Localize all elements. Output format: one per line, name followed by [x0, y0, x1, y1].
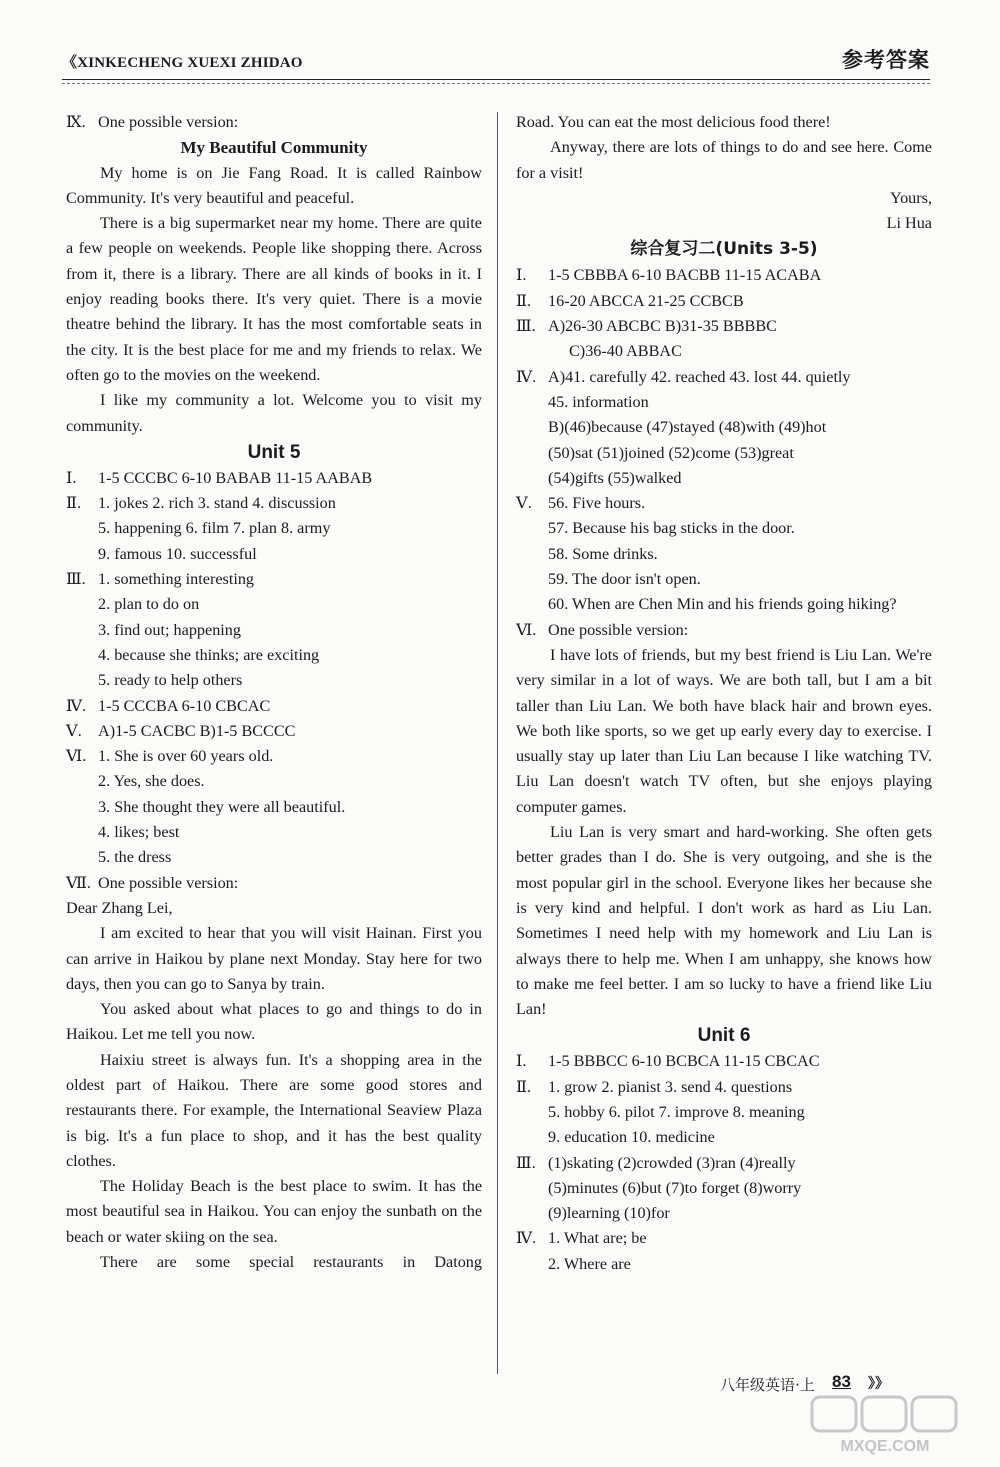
u6-section-iv: Ⅳ. 1. What are; be [516, 1229, 647, 1248]
u6-section-ii: Ⅱ. 1. grow 2. pianist 3. send 4. questions [516, 1077, 793, 1096]
header-rule-dashed [62, 83, 930, 84]
r-iv-line: (50)sat (51)joined (52)come (53)great [548, 443, 794, 462]
u5-section-vi: Ⅵ. 1. She is over 60 years old. [66, 747, 274, 766]
unit-5-heading: Unit 5 [247, 441, 301, 463]
letter-continuation: Road. You can eat the most delicious food there! [516, 113, 831, 131]
r-v-line: 58. Some drinks. [548, 544, 658, 563]
section-ix: Ⅸ. One possible version: [66, 113, 239, 131]
section-title: 参考答案 [842, 48, 930, 72]
r-section-v: Ⅴ. 56. Five hours. [516, 494, 646, 513]
page-number: 83 [832, 1372, 851, 1391]
essay-title: My Beautiful Community [180, 138, 368, 158]
header-rule [62, 79, 930, 80]
u5-section-vii: Ⅶ. One possible version: [66, 873, 239, 892]
r-v-line: 59. The door isn't open. [548, 570, 701, 589]
u6-section-iii: Ⅲ. (1)skating (2)crowded (3)ran (4)really [516, 1153, 796, 1172]
letter-paragraph: Haixiu street is always fun. It's a shopping area in the oldest part of Haikou. There are some good stores and restaurants there. For example, the International Seaview Plaza is big. It's a fun place to shop, and it has the best quality clothes. [66, 1050, 482, 1170]
letter-paragraph: I am excited to hear that you will visit Hainan. First you can arrive in Haikou by plane next Monday. Stay here for two days, then you can go to Sanya by train. [66, 924, 482, 993]
r-section-i: Ⅰ. 1-5 CBBBA 6-10 BACBB 11-15 ACABA [516, 266, 822, 285]
friend-essay-paragraph: Liu Lan is very smart and hard-working. She often gets better grades than I do. She is very outgoing, and she is the most popular girl in the school. Everyone likes her because she is very kind and helpful. I don't work as hard as Liu Lan. Sometimes I need help with my homework and Liu Lan is always there to help me. When I am unhappy, she knows how to make me feel better. I am so lucky to have a friend like Liu Lan! [516, 823, 932, 1019]
friend-essay-paragraph: I have lots of friends, but my best friend is Liu Lan. We're very similar in a lot of ways. We are both tall, but I am a bit taller than Liu Lan. We both have black hair and brown eyes. We both like sports, so we get up early every day to exercise. I usually stay up later than Liu Lan because I like watching TV. Liu Lan doesn't watch TV often, but she enjoys playing computer games. [516, 645, 932, 816]
column-divider [497, 112, 498, 1374]
letter-signature: Li Hua [886, 214, 932, 233]
u5-iii-line: 3. find out; happening [98, 620, 241, 639]
u5-ii-line: 9. famous 10. successful [98, 544, 257, 563]
u5-section-iii: Ⅲ. 1. something interesting [66, 570, 255, 589]
u6-section-i: Ⅰ. 1-5 BBBCC 6-10 BCBCA 11-15 CBCAC [516, 1052, 820, 1071]
u6-iii-line: (9)learning (10)for [548, 1204, 670, 1223]
r-iii-line: C)36-40 ABBAC [569, 342, 682, 361]
review-2-heading: 综合复习二(Units 3-5) [630, 239, 818, 260]
series-title: 《XINKECHENG XUEXI ZHIDAO [62, 55, 303, 71]
u6-iv-line: 2. Where are [548, 1254, 631, 1273]
watermark-text: MXQE.COM [840, 1438, 930, 1455]
letter-closing: Yours, [890, 188, 932, 207]
watermark-logo [810, 1395, 960, 1455]
r-iv-line: (54)gifts (55)walked [548, 468, 682, 487]
u5-section-i: Ⅰ. 1-5 CCCBC 6-10 BABAB 11-15 AABAB [66, 468, 373, 487]
essay-paragraph: My home is on Jie Fang Road. It is called Rainbow Community. It's very beautiful and peaceful. [66, 163, 482, 207]
page-header [62, 42, 930, 80]
r-v-line-wrap [516, 592, 932, 617]
letter-paragraph: Anyway, there are lots of things to do and see here. Come for a visit! [516, 138, 932, 182]
u6-ii-line: 9. education 10. medicine [548, 1128, 715, 1147]
u5-vi-line: 4. likes; best [98, 823, 180, 842]
u5-iii-line: 4. because she thinks; are exciting [98, 645, 320, 664]
u5-vi-line: 2. Yes, she does. [98, 772, 205, 791]
u5-section-iv: Ⅳ. 1-5 CCCBA 6-10 CBCAC [66, 696, 271, 715]
r-section-ii: Ⅱ. 16-20 ABCCA 21-25 CCBCB [516, 291, 744, 310]
u5-iii-line: 2. plan to do on [98, 595, 200, 614]
u5-vi-line: 5. the dress [98, 848, 172, 867]
book-label: 八年级英语·上 [720, 1376, 815, 1394]
u5-section-ii: Ⅱ. 1. jokes 2. rich 3. stand 4. discussion [66, 494, 336, 513]
letter-greeting: Dear Zhang Lei, [66, 898, 173, 917]
u6-ii-line: 5. hobby 6. pilot 7. improve 8. meaning [548, 1102, 805, 1121]
u5-section-v: Ⅴ. A)1-5 CACBC B)1-5 BCCCC [66, 721, 296, 740]
r-iv-line: 45. information [548, 392, 649, 411]
u5-ii-line: 5. happening 6. film 7. plan 8. army [98, 519, 331, 538]
u5-iii-line: 5. ready to help others [98, 671, 243, 690]
r-v-line: 57. Because his bag sticks in the door. [548, 519, 795, 538]
r-section-iv: Ⅳ. A)41. carefully 42. reached 43. lost 44. quietly [516, 367, 851, 386]
letter-paragraph: The Holiday Beach is the best place to swim. It has the most beautiful sea in Haikou. You can enjoy the sunbath on the beach or water skiing on the sea. [66, 1177, 482, 1246]
right-column [516, 110, 932, 1277]
u5-vi-line: 3. She thought they were all beautiful. [98, 797, 346, 816]
u6-iii-line: (5)minutes (6)but (7)to forget (8)worry [548, 1178, 802, 1197]
letter-paragraph: There are some special restaurants in Datong [100, 1253, 482, 1272]
unit-6-heading: Unit 6 [697, 1025, 751, 1047]
essay-paragraph: There is a big supermarket near my home. There are quite a few people on weekends. People like shopping there. Across from it, there is a library. There are all kinds of books in it. I enjoy reading books there. It's very quiet. There is a movie theatre behind the library. It has the most comfortable seats in the city. It is the best place for me and my friends to relax. We often go to the movies on the weekend. [66, 214, 482, 384]
r-section-iii: Ⅲ. A)26-30 ABCBC B)31-35 BBBBC [516, 317, 777, 336]
letter-paragraph: You asked about what places to go and things to do in Haikou. Let me tell you now. [66, 1000, 482, 1044]
r-v-line: 60. When are Chen Min and his friends going hiking? [548, 595, 897, 614]
r-iv-line: B)(46)because (47)stayed (48)with (49)hot [548, 418, 827, 437]
chevron-right-icon: 》》 [868, 1376, 889, 1392]
left-column [66, 110, 482, 1275]
r-section-vi: Ⅵ. One possible version: [516, 620, 689, 639]
essay-paragraph: I like my community a lot. Welcome you to visit my community. [66, 391, 482, 435]
